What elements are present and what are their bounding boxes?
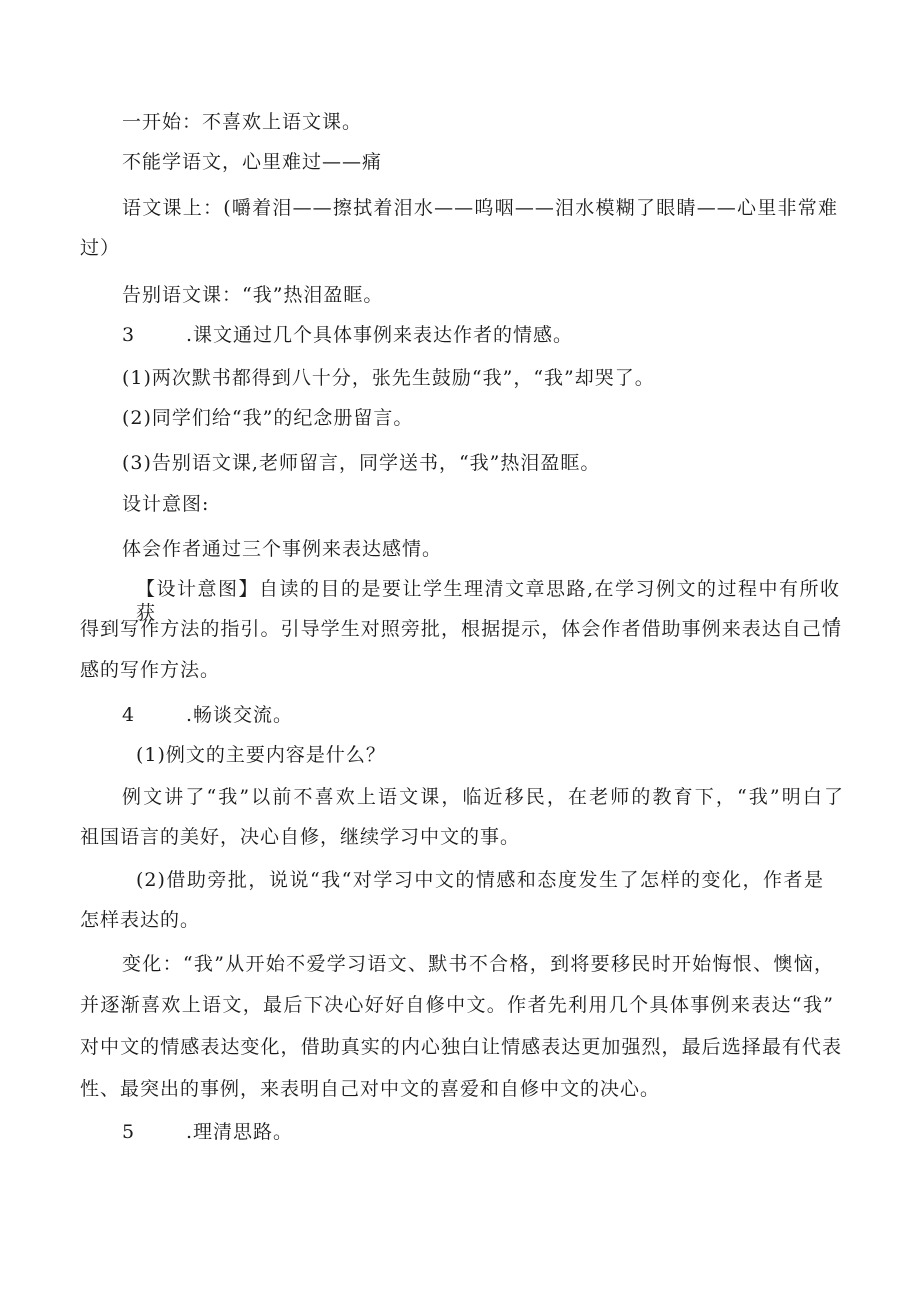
answer-line: 并逐渐喜欢上语文，最后下决心好好自修中文。作者先利用几个具体事例来表达“我” bbox=[80, 994, 834, 1016]
design-intent-block-line: 得到写作方法的指引。引导学生对照旁批，根据提示，体会作者借助事例来表达自己情 bbox=[80, 618, 842, 640]
list-text: .理清思路。 bbox=[186, 1121, 294, 1143]
answer-line: 性、最突出的事例，来表明自己对中文的喜爱和自修中文的决心。 bbox=[80, 1078, 661, 1100]
list-text: .畅谈交流。 bbox=[186, 704, 294, 726]
question: (1)例文的主要内容是什么？ bbox=[136, 744, 386, 766]
list-item-5 bbox=[122, 1120, 293, 1144]
list-number: 4 bbox=[122, 704, 136, 726]
text-line: 一开始：不喜欢上语文课。 bbox=[122, 111, 363, 133]
design-intent-label: 设计意图: bbox=[122, 493, 210, 515]
text-line: 过） bbox=[80, 237, 121, 259]
list-text: .课文通过几个具体事例来表达作者的情感。 bbox=[186, 324, 574, 346]
answer-line: 祖国语言的美好，决心自修，继续学习中文的事。 bbox=[80, 826, 521, 848]
answer-line: 对中文的情感表达变化，借助真实的内心独白让情感表达更加强烈，最后选择最有代表 bbox=[80, 1036, 842, 1058]
answer-line: 变化：“我”从开始不爱学习语文、默书不合格，到将要移民时开始悔恨、懊恼， bbox=[122, 953, 834, 975]
list-number: 3 bbox=[122, 324, 136, 346]
design-intent-text: 体会作者通过三个事例来表达感情。 bbox=[122, 538, 443, 560]
text-line: 告别语文课：“我”热泪盈眶。 bbox=[122, 284, 384, 306]
answer-line: 例文讲了“我”以前不喜欢上语文课，临近移民，在老师的教育下，“我”明白了 bbox=[122, 786, 844, 808]
list-point: (2)同学们给“我”的纪念册留言。 bbox=[122, 407, 414, 429]
list-item-3 bbox=[122, 323, 573, 347]
question-line: 怎样表达的。 bbox=[80, 909, 201, 931]
text-line: 语文课上：(嚼着泪——擦拭着泪水——呜咽——泪水模糊了眼睛——心里非常难 bbox=[122, 197, 838, 219]
question-line: (2)借助旁批，说说“我“对学习中文的情感和态度发生了怎样的变化，作者是 bbox=[136, 869, 824, 891]
design-intent-block-line: 感的写作方法。 bbox=[80, 659, 221, 681]
list-point: (3)告别语文课,老师留言，同学送书，“我”热泪盈眶。 bbox=[122, 452, 601, 474]
list-point: (1)两次默书都得到八十分，张先生鼓励“我”，“我”却哭了。 bbox=[122, 367, 655, 389]
list-item-4 bbox=[122, 703, 293, 727]
list-number: 5 bbox=[122, 1121, 136, 1143]
text-line: 不能学语文，心里难过——痛 bbox=[122, 151, 383, 173]
design-intent-block-line: 【设计意图】自读的目的是要让学生理清文章思路,在学习例文的过程中有所收获, bbox=[136, 578, 840, 624]
